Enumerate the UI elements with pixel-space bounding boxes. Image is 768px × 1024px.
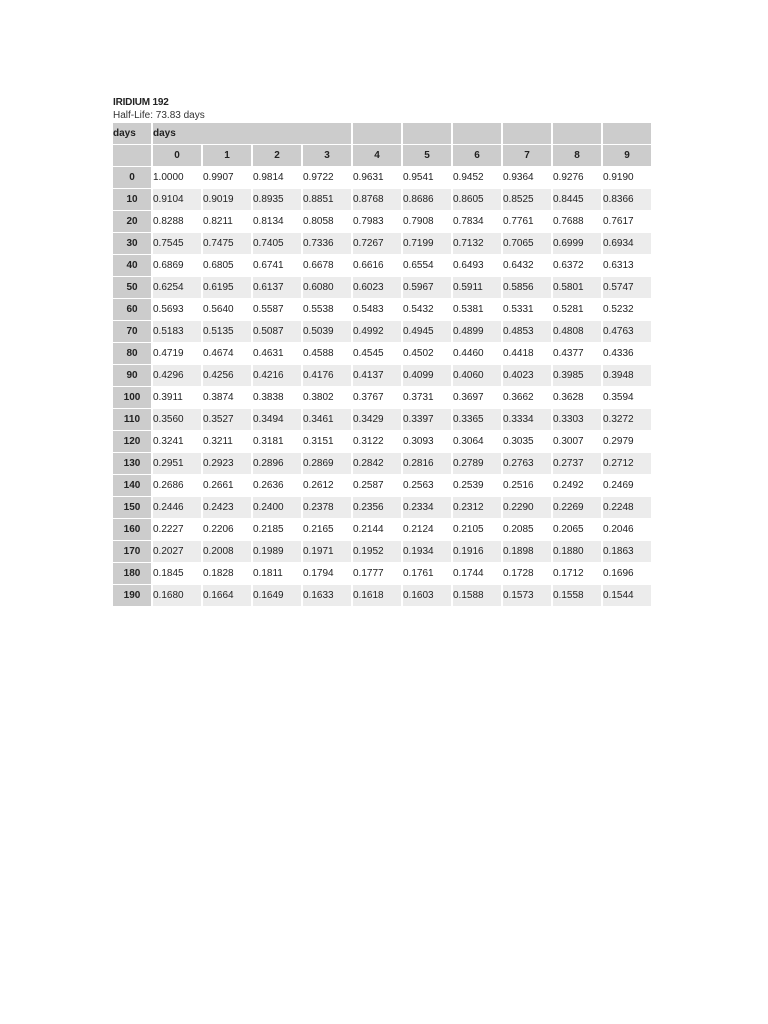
table-cell: 0.5856 [503,277,553,299]
row-header: 80 [113,343,153,365]
table-cell: 0.1898 [503,541,553,563]
table-cell: 0.2923 [203,453,253,475]
row-header: 120 [113,431,153,453]
header-blank-cell [353,123,403,145]
table-row [113,541,653,563]
table-cell: 0.4545 [353,343,403,365]
table-cell: 0.6554 [403,255,453,277]
table-cell: 0.6493 [453,255,503,277]
table-cell: 0.2539 [453,475,503,497]
table-cell: 0.6372 [553,255,603,277]
table-row [113,585,653,607]
table-cell: 0.1794 [303,563,353,585]
table-cell: 0.3662 [503,387,553,409]
table-cell: 0.3594 [603,387,653,409]
table-cell: 0.2979 [603,431,653,453]
table-cell: 0.9190 [603,167,653,189]
table-row [113,211,653,233]
table-cell: 0.1664 [203,585,253,607]
table-cell: 0.2763 [503,453,553,475]
table-cell: 0.6805 [203,255,253,277]
table-cell: 0.7761 [503,211,553,233]
table-cell: 0.5183 [153,321,203,343]
table-cell: 0.2612 [303,475,353,497]
table-cell: 0.4992 [353,321,403,343]
table-cell: 0.2378 [303,497,353,519]
row-header: 60 [113,299,153,321]
table-cell: 0.7908 [403,211,453,233]
table-cell: 0.3211 [203,431,253,453]
table-cell: 0.3181 [253,431,303,453]
table-cell: 0.6741 [253,255,303,277]
table-cell: 0.3731 [403,387,453,409]
table-row [113,167,653,189]
row-header: 100 [113,387,153,409]
header-blank-cell [403,123,453,145]
column-header: 5 [403,145,453,167]
table-cell: 0.1573 [503,585,553,607]
table-cell: 0.7983 [353,211,403,233]
table-cell: 0.3527 [203,409,253,431]
table-cell: 0.5039 [303,321,353,343]
table-cell: 0.2269 [553,497,603,519]
table-cell: 1.0000 [153,167,203,189]
table-cell: 0.1845 [153,563,203,585]
table-cell: 0.3767 [353,387,403,409]
table-cell: 0.1728 [503,563,553,585]
table-cell: 0.2185 [253,519,303,541]
table-cell: 0.4674 [203,343,253,365]
table-cell: 0.3628 [553,387,603,409]
table-cell: 0.7199 [403,233,453,255]
table-cell: 0.2400 [253,497,303,519]
table-cell: 0.2206 [203,519,253,541]
table-cell: 0.2423 [203,497,253,519]
table-cell: 0.8366 [603,189,653,211]
row-header: 180 [113,563,153,585]
table-cell: 0.7688 [553,211,603,233]
table-cell: 0.7065 [503,233,553,255]
table-cell: 0.1558 [553,585,603,607]
table-cell: 0.7617 [603,211,653,233]
table-cell: 0.2356 [353,497,403,519]
table-cell: 0.1777 [353,563,403,585]
column-header: 3 [303,145,353,167]
table-cell: 0.8445 [553,189,603,211]
table-cell: 0.3461 [303,409,353,431]
table-cell: 0.3697 [453,387,503,409]
table-cell: 0.5640 [203,299,253,321]
table-cell: 0.3494 [253,409,303,431]
table-cell: 0.4256 [203,365,253,387]
table-cell: 0.4099 [403,365,453,387]
table-cell: 0.1680 [153,585,203,607]
table-cell: 0.8058 [303,211,353,233]
table-cell: 0.6432 [503,255,553,277]
table-cell: 0.6999 [553,233,603,255]
table-cell: 0.4808 [553,321,603,343]
row-header: 0 [113,167,153,189]
table-cell: 0.4853 [503,321,553,343]
table-cell: 0.9541 [403,167,453,189]
table-cell: 0.1633 [303,585,353,607]
table-cell: 0.2563 [403,475,453,497]
table-cell: 0.2027 [153,541,203,563]
table-cell: 0.5911 [453,277,503,299]
table-cell: 0.3429 [353,409,403,431]
table-cell: 0.1544 [603,585,653,607]
table-cell: 0.4763 [603,321,653,343]
table-cell: 0.7405 [253,233,303,255]
table-row [113,431,653,453]
table-cell: 0.6137 [253,277,303,299]
table-row [113,277,653,299]
table-cell: 0.9907 [203,167,253,189]
table-cell: 0.5801 [553,277,603,299]
table-cell: 0.8935 [253,189,303,211]
table-cell: 0.3365 [453,409,503,431]
half-life-subtitle: Half-Life: 73.83 days [113,110,205,121]
row-header: 20 [113,211,153,233]
table-cell: 0.8768 [353,189,403,211]
table-cell: 0.2085 [503,519,553,541]
table-cell: 0.1828 [203,563,253,585]
table-cell: 0.7132 [453,233,503,255]
table-cell: 0.7545 [153,233,203,255]
table-cell: 0.8605 [453,189,503,211]
table-cell: 0.3985 [553,365,603,387]
row-header: 70 [113,321,153,343]
row-header: 190 [113,585,153,607]
table-cell: 0.4588 [303,343,353,365]
table-cell: 0.8851 [303,189,353,211]
table-cell: 0.8288 [153,211,203,233]
row-header: 50 [113,277,153,299]
table-cell: 0.1880 [553,541,603,563]
table-row [113,409,653,431]
table-cell: 0.4899 [453,321,503,343]
table-cell: 0.4137 [353,365,403,387]
column-header: 0 [153,145,203,167]
table-cell: 0.8134 [253,211,303,233]
table-cell: 0.5281 [553,299,603,321]
table-cell: 0.3334 [503,409,553,431]
table-cell: 0.8686 [403,189,453,211]
table-cell: 0.2661 [203,475,253,497]
row-header: 90 [113,365,153,387]
table-row [113,189,653,211]
table-cell: 0.1989 [253,541,303,563]
table-row [113,233,653,255]
table-cell: 0.5967 [403,277,453,299]
table-cell: 0.5331 [503,299,553,321]
table-cell: 0.1649 [253,585,303,607]
table-cell: 0.2951 [153,453,203,475]
table-cell: 0.3948 [603,365,653,387]
table-cell: 0.2737 [553,453,603,475]
table-cell: 0.4719 [153,343,203,365]
table-cell: 0.9364 [503,167,553,189]
table-cell: 0.4296 [153,365,203,387]
table-cell: 0.2312 [453,497,503,519]
table-cell: 0.3397 [403,409,453,431]
table-body [113,167,653,607]
table-row [113,255,653,277]
table-cell: 0.9276 [553,167,603,189]
table-cell: 0.4418 [503,343,553,365]
table-cell: 0.1618 [353,585,403,607]
table-row [113,475,653,497]
document [113,96,653,607]
table-cell: 0.1971 [303,541,353,563]
table-cell: 0.1761 [403,563,453,585]
row-header: 160 [113,519,153,541]
table-cell: 0.5747 [603,277,653,299]
table-cell: 0.6080 [303,277,353,299]
table-cell: 0.2587 [353,475,403,497]
table-cell: 0.3874 [203,387,253,409]
table-cell: 0.3802 [303,387,353,409]
row-header: 150 [113,497,153,519]
column-header: 8 [553,145,603,167]
column-header: 4 [353,145,403,167]
column-header-row [113,145,653,167]
header-blank-cell [603,123,653,145]
table-cell: 0.6934 [603,233,653,255]
decay-table [113,123,653,607]
table-cell: 0.2008 [203,541,253,563]
table-cell: 0.5693 [153,299,203,321]
table-cell: 0.1952 [353,541,403,563]
table-cell: 0.1696 [603,563,653,585]
table-cell: 0.5087 [253,321,303,343]
row-header: 30 [113,233,153,255]
table-cell: 0.8525 [503,189,553,211]
column-header: 1 [203,145,253,167]
table-cell: 0.3122 [353,431,403,453]
table-cell: 0.5538 [303,299,353,321]
table-cell: 0.2686 [153,475,203,497]
table-cell: 0.3035 [503,431,553,453]
row-header: 40 [113,255,153,277]
row-header: 130 [113,453,153,475]
table-cell: 0.2869 [303,453,353,475]
row-axis-label: days [113,123,153,145]
table-cell: 0.3560 [153,409,203,431]
table-cell: 0.2165 [303,519,353,541]
table-cell: 0.5432 [403,299,453,321]
table-cell: 0.6869 [153,255,203,277]
table-cell: 0.3911 [153,387,203,409]
table-cell: 0.2105 [453,519,503,541]
table-cell: 0.8211 [203,211,253,233]
table-cell: 0.3272 [603,409,653,431]
table-cell: 0.2712 [603,453,653,475]
table-cell: 0.9452 [453,167,503,189]
table-cell: 0.4176 [303,365,353,387]
table-cell: 0.2046 [603,519,653,541]
table-cell: 0.2516 [503,475,553,497]
table-cell: 0.4377 [553,343,603,365]
table-cell: 0.3093 [403,431,453,453]
table-row [113,387,653,409]
column-header: 7 [503,145,553,167]
table-cell: 0.2144 [353,519,403,541]
table-row [113,497,653,519]
table-cell: 0.1916 [453,541,503,563]
table-cell: 0.6023 [353,277,403,299]
table-row [113,519,653,541]
table-cell: 0.1712 [553,563,603,585]
header-blank-cell [553,123,603,145]
table-cell: 0.1603 [403,585,453,607]
header-blank-cell [503,123,553,145]
table-cell: 0.4336 [603,343,653,365]
table-cell: 0.4460 [453,343,503,365]
column-axis-label: days [153,123,353,145]
table-cell: 0.5232 [603,299,653,321]
table-cell: 0.2248 [603,497,653,519]
table-cell: 0.3838 [253,387,303,409]
table-cell: 0.4502 [403,343,453,365]
table-cell: 0.9104 [153,189,203,211]
table-cell: 0.2065 [553,519,603,541]
table-cell: 0.6616 [353,255,403,277]
table-cell: 0.9019 [203,189,253,211]
table-cell: 0.6195 [203,277,253,299]
table-cell: 0.1934 [403,541,453,563]
table-cell: 0.3151 [303,431,353,453]
table-cell: 0.6313 [603,255,653,277]
table-cell: 0.2469 [603,475,653,497]
table-cell: 0.1863 [603,541,653,563]
table-cell: 0.3007 [553,431,603,453]
table-row [113,453,653,475]
row-header: 10 [113,189,153,211]
table-row [113,343,653,365]
document-title: IRIDIUM 192 [113,97,169,108]
table-cell: 0.6254 [153,277,203,299]
table-cell: 0.2124 [403,519,453,541]
table-cell: 0.9814 [253,167,303,189]
table-cell: 0.5381 [453,299,503,321]
table-row [113,321,653,343]
table-cell: 0.4060 [453,365,503,387]
table-cell: 0.7475 [203,233,253,255]
table-cell: 0.5135 [203,321,253,343]
table-cell: 0.7834 [453,211,503,233]
table-cell: 0.3241 [153,431,203,453]
table-cell: 0.4945 [403,321,453,343]
table-cell: 0.3064 [453,431,503,453]
table-cell: 0.2290 [503,497,553,519]
table-cell: 0.2896 [253,453,303,475]
table-header-row [113,123,653,145]
table-cell: 0.2227 [153,519,203,541]
table-cell: 0.2334 [403,497,453,519]
table-cell: 0.2842 [353,453,403,475]
table-cell: 0.4023 [503,365,553,387]
table-cell: 0.1744 [453,563,503,585]
table-cell: 0.1588 [453,585,503,607]
table-cell: 0.2789 [453,453,503,475]
table-cell: 0.2816 [403,453,453,475]
table-cell: 0.4216 [253,365,303,387]
row-header: 170 [113,541,153,563]
table-row [113,563,653,585]
table-row [113,365,653,387]
table-cell: 0.9722 [303,167,353,189]
table-cell: 0.6678 [303,255,353,277]
table-cell: 0.1811 [253,563,303,585]
column-header: 6 [453,145,503,167]
corner-cell [113,145,153,167]
row-header: 140 [113,475,153,497]
table-cell: 0.4631 [253,343,303,365]
header-blank-cell [453,123,503,145]
table-cell: 0.9631 [353,167,403,189]
table-cell: 0.2636 [253,475,303,497]
column-header: 9 [603,145,653,167]
table-cell: 0.5587 [253,299,303,321]
table-cell: 0.7267 [353,233,403,255]
column-header: 2 [253,145,303,167]
table-row [113,299,653,321]
row-header: 110 [113,409,153,431]
table-cell: 0.2446 [153,497,203,519]
table-cell: 0.3303 [553,409,603,431]
table-cell: 0.5483 [353,299,403,321]
table-cell: 0.2492 [553,475,603,497]
table-cell: 0.7336 [303,233,353,255]
